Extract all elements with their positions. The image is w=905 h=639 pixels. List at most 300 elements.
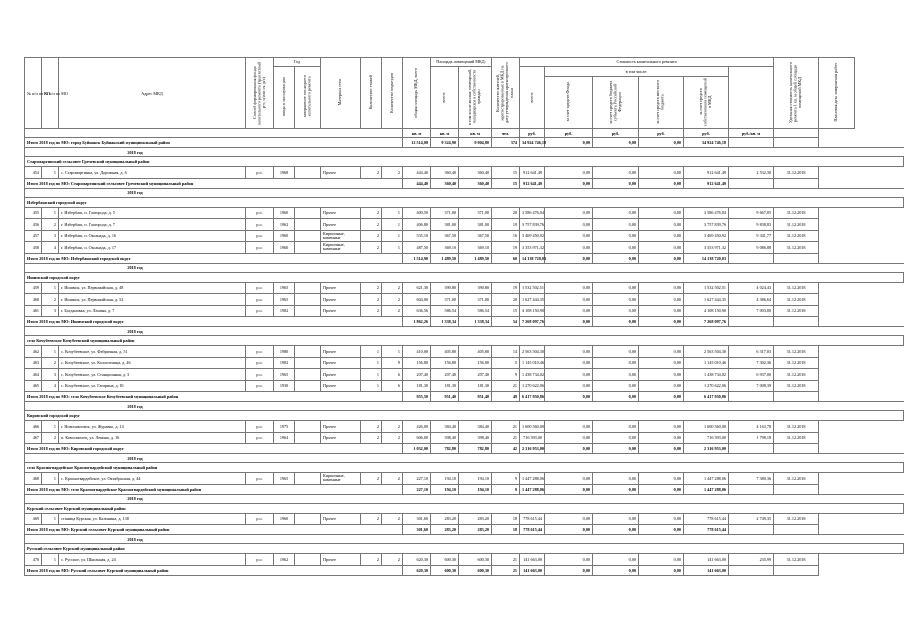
cost-federal: 0,00 (593, 317, 639, 327)
empty-cell (246, 327, 904, 336)
cost-fund: 0,00 (545, 230, 593, 242)
wall-material: Прочее (321, 294, 361, 306)
fund-method: р.о. (246, 167, 274, 179)
cost-owners: 1 447 288,06 (684, 484, 729, 494)
unit-cost (729, 444, 774, 454)
cost-federal: 0,00 (593, 253, 639, 263)
wall-material: Прочее (321, 305, 361, 317)
fund-method: р.о. (246, 282, 274, 294)
floors: 2 (361, 282, 382, 294)
fund-method: р.о. (246, 219, 274, 231)
year-last-repair (295, 230, 321, 242)
cost-local: 0,00 (639, 421, 684, 433)
table-row (25, 513, 904, 525)
empty-cell (246, 494, 904, 503)
cost-local: 0,00 (639, 230, 684, 242)
area-total: 283,20 (431, 525, 459, 535)
year-last-repair (295, 432, 321, 444)
row-num-mo: 1 (42, 473, 59, 485)
row-num-mo: 1 (42, 207, 59, 219)
total-label: Итого 2018 год по МО: село Красногвардейское Красногвардейский муниципальный район (25, 484, 403, 494)
area-residential: 384,40 (459, 421, 492, 433)
year-last-repair (295, 294, 321, 306)
unit-cost: 7 008,39 (729, 380, 774, 392)
deadline (774, 525, 819, 535)
header-floors: Количество этажей (361, 58, 382, 129)
total-area: 406,80 (403, 219, 431, 231)
area-total: 600,30 (431, 565, 459, 575)
cost-owners: 4 108 150,90 (684, 305, 729, 317)
cost-fund: 0,00 (545, 432, 593, 444)
cost-owners: 3 469 450,92 (684, 230, 729, 242)
area-residential: 782,80 (459, 444, 492, 454)
year-commission: 1968 (274, 167, 295, 179)
unit-cost: 1 798,18 (729, 432, 774, 444)
header-entrances: Количество подъездов (382, 58, 403, 129)
total-label: Итого 2018 год по МО: Курский сельсовет Курский муниципальный район (25, 525, 403, 535)
units-row (25, 129, 904, 138)
deadline: 31.12.2018 (774, 380, 819, 392)
cost-fund: 0,00 (545, 305, 593, 317)
empty-cell (246, 402, 904, 411)
area-total: 360,40 (431, 178, 459, 188)
entrances: 2 (382, 554, 403, 566)
address: г. Новопавловск, ул. Журавко, д. 14 (59, 421, 246, 433)
wall-material: Кирпичные, каменные (321, 473, 361, 485)
row-num-mo: 3 (42, 305, 59, 317)
table-row (25, 242, 904, 254)
entrances: 1 (382, 219, 403, 231)
cost-federal: 0,00 (593, 305, 639, 317)
cost-total: 34 924 746,18 (520, 138, 545, 148)
year-commission: 1980 (274, 346, 295, 358)
row-num: 470 (25, 554, 42, 566)
unit-cost: 7 380,36 (729, 473, 774, 485)
year-commission: 1960 (274, 230, 295, 242)
cost-local: 0,00 (639, 525, 684, 535)
entrances: 1 (382, 346, 403, 358)
total-label: Итого 2018 год по МО: Кировский городской округ (25, 444, 403, 454)
header-num-mo: № п/п по МО (42, 58, 59, 129)
area-total: 194,10 (431, 473, 459, 485)
fund-method: р.о. (246, 305, 274, 317)
total-area: 400,50 (403, 207, 431, 219)
unit-label: кв. м (459, 129, 492, 138)
cost-owners: 3 353 971,32 (684, 242, 729, 254)
cost-total: 3 757 839,76 (520, 219, 545, 231)
wall-material: Прочее (321, 369, 361, 381)
cost-fund: 0,00 (545, 242, 593, 254)
header-unit-cost: Удельная стоимость капитального ремонта 1 кв. м общей площади помещений МКД (774, 58, 819, 129)
year-row (25, 454, 904, 463)
area-total: 367,50 (431, 230, 459, 242)
unit-label: руб. (639, 129, 684, 138)
cost-owners: 1 627 444,35 (684, 294, 729, 306)
cost-local: 0,00 (639, 317, 684, 327)
area-total: 156,80 (431, 357, 459, 369)
area-total: 405,80 (431, 346, 459, 358)
header-cost-total: всего: (520, 67, 545, 129)
area-total: 586,54 (431, 305, 459, 317)
year-last-repair (295, 369, 321, 381)
year-label: 2018 год (25, 148, 246, 157)
table-row (25, 219, 904, 231)
row-num-mo: 3 (42, 230, 59, 242)
deadline (774, 444, 819, 454)
address: с. Кочубеевское, ул. Гагарина, д. 81 (59, 380, 246, 392)
cost-local: 0,00 (639, 432, 684, 444)
table-row (25, 346, 904, 358)
entrances: 6 (382, 369, 403, 381)
total-row (25, 392, 904, 402)
fund-method: р.о. (246, 473, 274, 485)
cost-local: 0,00 (639, 380, 684, 392)
total-area: 301,60 (403, 525, 431, 535)
cost-total: 1 270 622,06 (520, 380, 545, 392)
floors: 2 (361, 305, 382, 317)
area-residential: 9 004,80 (459, 138, 492, 148)
entrances: 1 (382, 230, 403, 242)
cost-total: 14 138 720,03 (520, 253, 545, 263)
total-label: Итого 2018 год по МО: Старомаргинский сельсовет Гречевский муниципальный район (25, 178, 403, 188)
cost-federal: 0,00 (593, 282, 639, 294)
cost-federal: 0,00 (593, 294, 639, 306)
residents: 20 (492, 207, 520, 219)
cost-fund: 0,00 (545, 357, 593, 369)
address: г. Избербаш, п. Оксанада, д. 16 (59, 230, 246, 242)
total-area: 955,50 (403, 392, 431, 402)
cost-owners: 778 615,44 (684, 513, 729, 525)
total-row (25, 525, 904, 535)
cost-fund: 0,00 (545, 253, 593, 263)
unit-cost: 9 838,83 (729, 219, 774, 231)
floors: 2 (361, 230, 382, 242)
unit-cost: 9 086,88 (729, 242, 774, 254)
wall-material: Прочее (321, 167, 361, 179)
header-residents: Количество жителей, зарегистрированных в МКД на дату утверждения краткосрочного плана (492, 58, 520, 129)
floors: 2 (361, 473, 382, 485)
area-total: 600,30 (431, 554, 459, 566)
unit-cost (729, 138, 774, 148)
deadline: 31.12.2018 (774, 421, 819, 433)
deadline (774, 392, 819, 402)
empty-cell (246, 263, 904, 272)
total-label: Итого 2018 год по МО: Ишимский городской округ (25, 317, 403, 327)
row-num-mo: 3 (42, 369, 59, 381)
row-num-mo: 2 (42, 294, 59, 306)
area-total: 782,80 (431, 444, 459, 454)
floors: 1 (361, 357, 382, 369)
row-num: 454 (25, 167, 42, 179)
year-commission: 1960 (274, 242, 295, 254)
year-last-repair (295, 357, 321, 369)
cost-local: 0,00 (639, 305, 684, 317)
cost-federal: 0,00 (593, 565, 639, 575)
cost-federal: 0,00 (593, 230, 639, 242)
cost-owners: 1 447 288,06 (684, 473, 729, 485)
residents: 21 (492, 432, 520, 444)
year-label: 2018 год (25, 494, 246, 503)
deadline (774, 253, 819, 263)
municipality-label: Ишимский городской округ (25, 272, 904, 282)
year-label: 2018 год (25, 263, 246, 272)
residents: 19 (492, 242, 520, 254)
year-last-repair (295, 554, 321, 566)
year-row (25, 402, 904, 411)
year-commission: 1960 (274, 513, 295, 525)
row-num: 468 (25, 473, 42, 485)
unit-cost (729, 178, 774, 188)
header-cost-group: Стоимость капитального ремонта (520, 58, 774, 67)
residents: 9 (492, 484, 520, 494)
municipality-row (25, 463, 904, 473)
residents: 21 (492, 565, 520, 575)
area-total: 9 324,90 (431, 138, 459, 148)
cost-fund: 0,00 (545, 554, 593, 566)
cost-local: 0,00 (639, 167, 684, 179)
row-num-mo: 2 (42, 432, 59, 444)
total-area: 227,10 (403, 484, 431, 494)
cost-federal: 0,00 (593, 392, 639, 402)
cost-owners: 141 663,00 (684, 565, 729, 575)
cost-local: 0,00 (639, 346, 684, 358)
fund-method: р.о. (246, 357, 274, 369)
area-residential: 283,20 (459, 513, 492, 525)
total-area: 156,80 (403, 357, 431, 369)
total-area: 1 032,00 (403, 444, 431, 454)
cost-owners: 778 615,44 (684, 525, 729, 535)
area-total: 360,40 (431, 167, 459, 179)
total-area: 444,40 (403, 167, 431, 179)
fund-method: р.о. (246, 554, 274, 566)
year-last-repair (295, 219, 321, 231)
cost-owners: 2 316 953,00 (684, 444, 729, 454)
cost-fund: 0,00 (545, 282, 593, 294)
total-label: Итого 2018 год по МО: Избербашский городской округ (25, 253, 403, 263)
area-residential: 600,30 (459, 565, 492, 575)
area-residential: 1 489,50 (459, 253, 492, 263)
fund-method: р.о. (246, 242, 274, 254)
deadline: 31.12.2018 (774, 346, 819, 358)
deadline: 31.12.2018 (774, 167, 819, 179)
municipality-label: Русский сельсовет Курский муниципальный район (25, 544, 904, 554)
total-label: Итого 2018 год по МО: Русский сельсовет Курский муниципальный район (25, 565, 403, 575)
empty-cell (246, 148, 904, 157)
deadline: 31.12.2018 (774, 305, 819, 317)
address: с. Кочубеевское, ул. Фабричная, д. 51 (59, 346, 246, 358)
row-num: 464 (25, 369, 42, 381)
deadline: 31.12.2018 (774, 282, 819, 294)
cost-federal: 0,00 (593, 380, 639, 392)
year-last-repair (295, 242, 321, 254)
header-year-group: Год (274, 58, 321, 67)
header-wall-material: Материал стен (321, 58, 361, 129)
year-commission: 1982 (274, 305, 295, 317)
area-residential: 371,00 (459, 207, 492, 219)
wall-material: Прочее (321, 346, 361, 358)
header-total-area: общая площадь МКД, всего (403, 58, 431, 129)
total-row (25, 138, 904, 148)
cost-fund: 0,00 (545, 484, 593, 494)
address: с. Кочубеевское, ул. Колхозтница, д. 46 (59, 357, 246, 369)
cost-fund: 0,00 (545, 317, 593, 327)
area-residential: 360,40 (459, 167, 492, 179)
municipality-row (25, 157, 904, 167)
floors: 1 (361, 369, 382, 381)
table-row (25, 554, 904, 566)
area-residential: 586,54 (459, 305, 492, 317)
table-row (25, 207, 904, 219)
cost-local: 0,00 (639, 282, 684, 294)
total-area: 1 514,90 (403, 253, 431, 263)
row-num: 462 (25, 346, 42, 358)
cost-total: 1 627 444,35 (520, 294, 545, 306)
total-area: 604,00 (403, 294, 431, 306)
unit-cost: 7 302,36 (729, 357, 774, 369)
wall-material: Прочее (321, 219, 361, 231)
repair-plan-table (24, 57, 904, 576)
cost-federal: 0,00 (593, 421, 639, 433)
address: п. Комсомолец, ул. Ленина, д. 16 (59, 432, 246, 444)
residents: 374 (492, 138, 520, 148)
row-num: 457 (25, 230, 42, 242)
municipality-label: Курский сельсовет Курский муниципальный район (25, 503, 904, 513)
wall-material: Кирпичные, каменные (321, 230, 361, 242)
cost-owners: 2 563 504,30 (684, 346, 729, 358)
wall-material: Прочее (321, 357, 361, 369)
cost-total: 3 469 450,92 (520, 230, 545, 242)
fund-method: р.о. (246, 230, 274, 242)
deadline (774, 484, 819, 494)
year-commission: 1965 (274, 294, 295, 306)
row-num: 463 (25, 357, 42, 369)
header-cost-owners: за счет средств собственников помещений в МКД (684, 77, 729, 129)
year-last-repair (295, 380, 321, 392)
cost-fund: 0,00 (545, 178, 593, 188)
header-area-total: всего: (431, 67, 459, 129)
row-num-mo: 2 (42, 219, 59, 231)
area-total: 1 489,50 (431, 253, 459, 263)
floors: 2 (361, 242, 382, 254)
cost-federal: 0,00 (593, 219, 639, 231)
cost-fund: 0,00 (545, 565, 593, 575)
cost-total: 716 393,00 (520, 432, 545, 444)
header-year-last-repair: завершение последнего капитального ремонта (295, 67, 321, 129)
year-commission: 1965 (274, 282, 295, 294)
unit-cost (729, 525, 774, 535)
area-residential: 283,20 (459, 525, 492, 535)
row-num-mo: 1 (42, 421, 59, 433)
year-label: 2018 год (25, 188, 246, 197)
cost-local: 0,00 (639, 138, 684, 148)
year-commission: 1965 (274, 369, 295, 381)
wall-material: Прочее (321, 421, 361, 433)
row-num: 456 (25, 219, 42, 231)
entrances: 2 (382, 513, 403, 525)
residents: 15 (492, 305, 520, 317)
floors: 2 (361, 219, 382, 231)
year-commission: 1965 (274, 473, 295, 485)
area-residential: 390,80 (459, 282, 492, 294)
cost-owners: 716 393,00 (684, 432, 729, 444)
cost-local: 0,00 (639, 473, 684, 485)
cost-local: 0,00 (639, 392, 684, 402)
row-num: 469 (25, 513, 42, 525)
cost-total: 912 641,49 (520, 178, 545, 188)
table-row (25, 421, 904, 433)
cost-total: 4 108 150,90 (520, 305, 545, 317)
year-row (25, 494, 904, 503)
empty-cell (246, 535, 904, 544)
year-commission: 1962 (274, 554, 295, 566)
total-area: 606,00 (403, 432, 431, 444)
total-label: Итого 2018 год по МО: село Кочубеевское Кочубеевский муниципальный район (25, 392, 403, 402)
deadline: 31.12.2018 (774, 473, 819, 485)
deadline: 31.12.2018 (774, 219, 819, 231)
unit-cost: 2 532,30 (729, 167, 774, 179)
area-residential: 360,40 (459, 178, 492, 188)
year-last-repair (295, 282, 321, 294)
cost-local: 0,00 (639, 253, 684, 263)
table-row (25, 380, 904, 392)
year-label: 2018 год (25, 327, 246, 336)
unit-label: руб./кв. м (729, 129, 774, 138)
residents: 19 (492, 282, 520, 294)
year-commission: 1962 (274, 219, 295, 231)
total-area: 1 862,26 (403, 317, 431, 327)
row-num-mo: 1 (42, 554, 59, 566)
deadline: 31.12.2018 (774, 513, 819, 525)
cost-local: 0,00 (639, 219, 684, 231)
cost-fund: 0,00 (545, 294, 593, 306)
year-row (25, 148, 904, 157)
area-residential: 156,80 (459, 357, 492, 369)
total-label: Итого 2018 год по МО: город Буйнакск Буйнакский муниципальный район (25, 138, 403, 148)
floors: 2 (361, 432, 382, 444)
unit-cost: 4 163,78 (729, 421, 774, 433)
area-total: 390,80 (431, 282, 459, 294)
wall-material: Кирпичные, каменные (321, 242, 361, 254)
residents: 15 (492, 178, 520, 188)
residents: 5 (492, 357, 520, 369)
cost-local: 0,00 (639, 554, 684, 566)
total-area: 487,50 (403, 242, 431, 254)
cost-total: 778 615,44 (520, 525, 545, 535)
cost-total: 6 417 950,86 (520, 392, 545, 402)
header-year-commission: ввода в эксплуатацию (274, 67, 295, 129)
area-total: 384,40 (431, 421, 459, 433)
residents: 18 (492, 513, 520, 525)
residents: 42 (492, 444, 520, 454)
deadline: 31.12.2018 (774, 357, 819, 369)
cost-owners: 1 600 560,00 (684, 421, 729, 433)
cost-total: 1 447 288,06 (520, 484, 545, 494)
row-num: 467 (25, 432, 42, 444)
entrances: 2 (382, 282, 403, 294)
year-label: 2018 год (25, 454, 246, 463)
address: г. Избербаш, п. Гаагорода, д. 5 (59, 207, 246, 219)
cost-federal: 0,00 (593, 473, 639, 485)
cost-owners: 1 270 622,06 (684, 380, 729, 392)
cost-federal: 0,00 (593, 138, 639, 148)
cost-owners: 1 532 502,51 (684, 282, 729, 294)
entrances: 2 (382, 294, 403, 306)
fund-method: р.о. (246, 294, 274, 306)
entrances: 1 (382, 207, 403, 219)
area-total: 381,00 (431, 219, 459, 231)
residents: 60 (492, 253, 520, 263)
cost-fund: 0,00 (545, 167, 593, 179)
